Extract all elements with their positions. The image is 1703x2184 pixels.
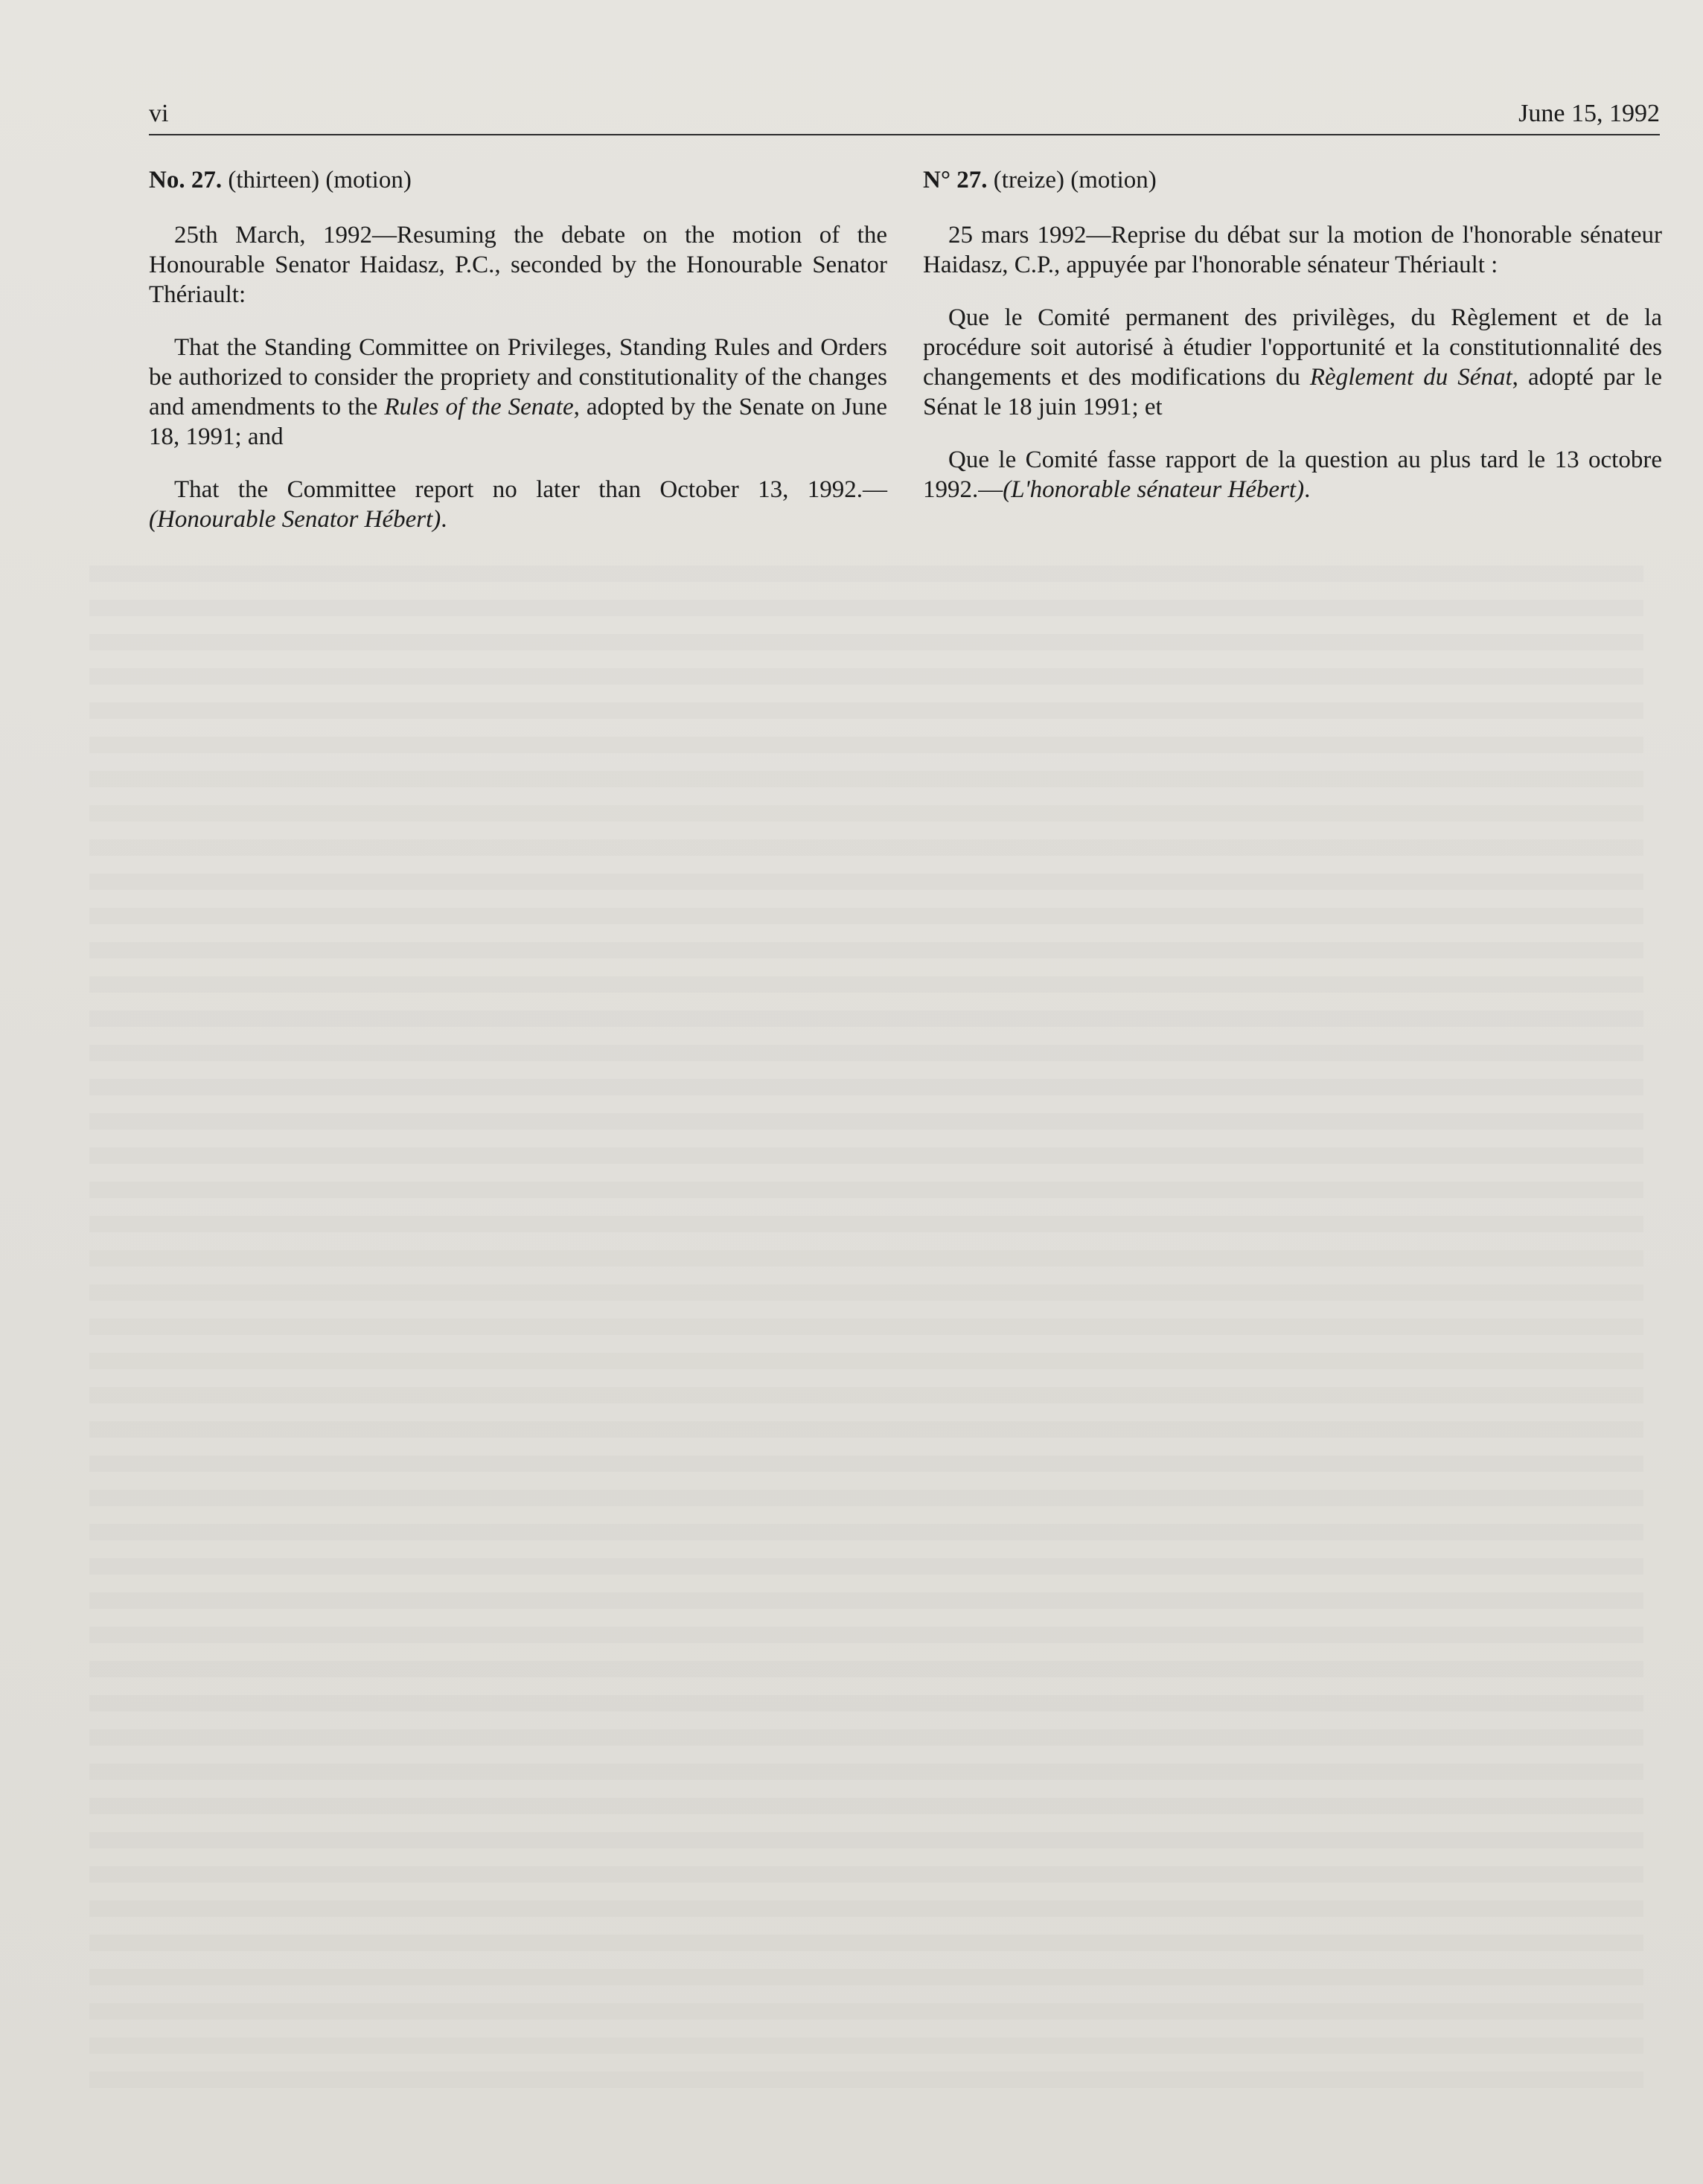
english-motion-1-text-b: , adopted by the Senate on June 18, 1991; and <box>149 394 888 450</box>
french-motion-2-italic: (L'honorable sénateur Hébert) <box>1003 476 1305 503</box>
french-motion-paragraph-2 <box>923 445 1662 505</box>
english-motion-1-text-a: That the Standing Committee on Privileges, Standing Rules and Orders be authorized to consider the propriety and constitutionality of the changes and amendments to the <box>149 334 887 420</box>
french-motion-paragraph-1 <box>923 303 1662 422</box>
french-motion-1-italic: Règlement du Sénat <box>1309 364 1512 391</box>
header-date: June 15, 1992 <box>1518 100 1660 127</box>
english-intro-paragraph: 25th March, 1992—Resuming the debate on the motion of the Honourable Senator Haidasz, P.C., seconded by the Honourable Senator Thériault: <box>149 222 887 308</box>
english-item-type: (thirteen) (motion) <box>228 167 412 193</box>
english-column <box>149 165 887 557</box>
french-column <box>923 165 1662 528</box>
page-number: vi <box>149 100 169 127</box>
reverse-side-bleed-through <box>89 566 1643 2095</box>
french-motion-2-text-b: . <box>1304 476 1311 503</box>
page-header <box>149 88 1660 135</box>
english-motion-1-italic: Rules of the Senate <box>384 394 574 420</box>
french-item-number: N° 27. <box>923 167 988 193</box>
french-motion-1-text-a: Que le Comité permanent des privilèges, du Règlement et de la procédure soit autorisé à étudier l'opportunité et la constitutionnalité des changements et des modifications du <box>923 304 1662 391</box>
english-motion-2-text-a: That the Committee report no later than October 13, 1992.— <box>174 476 887 503</box>
english-motion-paragraph-2 <box>149 475 887 534</box>
french-motion-2-text-a: Que le Comité fasse rapport de la question au plus tard le 13 octobre 1992.— <box>923 446 1662 503</box>
french-item-type: (treize) (motion) <box>993 167 1157 193</box>
french-intro-paragraph: 25 mars 1992—Reprise du débat sur la motion de l'honorable sénateur Haidasz, C.P., appuyée par l'honorable sénateur Thériault : <box>923 222 1662 278</box>
english-motion-paragraph-1 <box>149 333 887 452</box>
english-item-number: No. 27. <box>149 167 223 193</box>
french-item-heading <box>923 165 1662 195</box>
english-motion-2-text-b: . <box>441 506 447 533</box>
english-motion-2-italic: (Honourable Senator Hébert) <box>149 506 441 533</box>
english-item-heading <box>149 165 887 195</box>
french-motion-1-text-b: , adopté par le Sénat le 18 juin 1991; et <box>923 364 1662 420</box>
